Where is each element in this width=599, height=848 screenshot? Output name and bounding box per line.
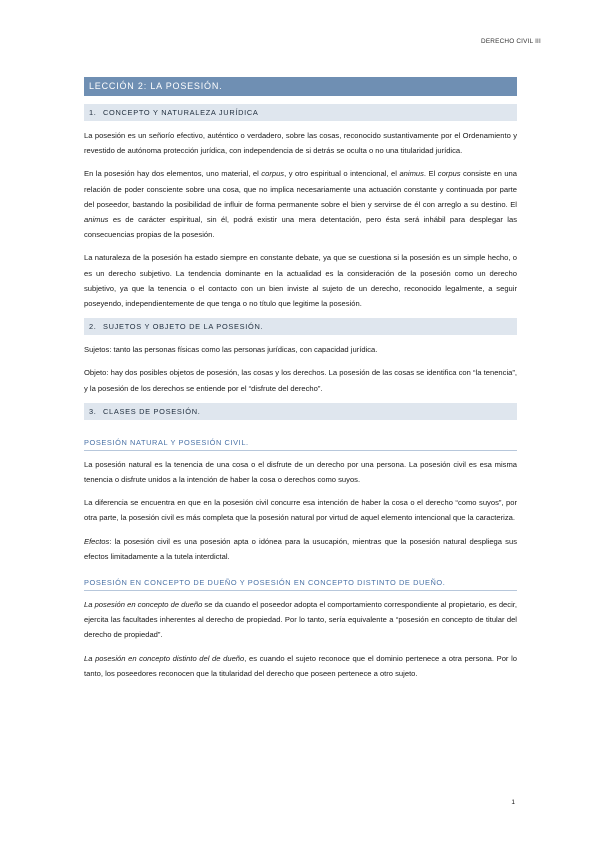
lead-effects: Efectos (84, 536, 110, 546)
paragraph-difference: La diferencia se encuentra en que en la posesión civil concurre esa intención de haber la cosa o el derecho “como suyos”, por otra parte, la posesión civil es más completa que la posesión natural por virtud de aquel elemento intencional que la caracteriza. (84, 498, 517, 523)
section-title: SUJETOS Y OBJETO DE LA POSESIÓN. (103, 322, 264, 332)
text-span: es de carácter espiritual, sin él, podrá existir una mera detentación, pero ésta será inhábil para desplegar las consecuencias propias de la posesión. (84, 215, 517, 240)
text-span: . El (423, 169, 438, 179)
text-span: se da cuando el poseedor adopta el comportamiento correspondiente al propietario, es decir, ejercita las facultades inherentes al derecho de propiedad. Por lo tanto, sería equivalente a “posesión en concepto de titular del derecho de propiedad”. (84, 600, 517, 640)
section-number: 3. (89, 406, 97, 416)
text-span: consiste en una relación de poder consciente sobre una cosa, que no implica necesariamente una actuación constante y continuada por parte del poseedor, bastando la posibilidad de influir de forma permanente sobre el bien y servirse de él con arreglo a su destino. El (84, 169, 517, 209)
section-number: 2. (89, 322, 97, 332)
lead-non-owner: La posesión en concepto distinto del de dueño (84, 653, 245, 663)
lesson-title: LECCIÓN 2: LA POSESIÓN. (84, 77, 517, 96)
paragraph-natural-civil: La posesión natural es la tenencia de una cosa o el disfrute de un derecho por una persona. La posesión civil es esa misma tenencia o disfrute unidos a la intención de haber la cosa o derechos como suyos. (84, 459, 517, 485)
text-span: En la posesión hay dos elementos, uno material, el (84, 169, 262, 179)
term-corpus: corpus (261, 169, 285, 179)
page-content (84, 77, 517, 681)
paragraph-definition: La posesión es un señorío efectivo, auténtico o verdadero, sobre las cosas, reconocido sustantivamente por el Ordenamiento y revestido de autónoma protección jurídica, con independencia de si detrás se oculta o no una titularidad jurídica. (84, 131, 517, 156)
section-title: CONCEPTO Y NATURALEZA JURÍDICA (103, 108, 259, 117)
lead-owner: La posesión en concepto de dueño (84, 600, 203, 610)
term-animus: animus (84, 215, 109, 225)
paragraph-non-owner (84, 651, 517, 681)
paragraph-elements (84, 166, 517, 242)
section-heading-3 (84, 403, 517, 420)
text-span: , y otro espiritual o intencional, el (284, 169, 400, 179)
term-corpus: corpus (437, 169, 461, 179)
page-number: 1 (511, 799, 515, 806)
section-heading-2 (84, 318, 517, 335)
text-span: : la posesión civil es una posesión apta o idónea para la usucapión, mientras que la posesión natural despliega sus efectos limitadamente a la tutela interdictal. (84, 536, 517, 561)
paragraph-object: Objeto: hay dos posibles objetos de posesión, las cosas y los derechos. La posesión de las cosas se identifica con “la tenencia”, y la posesión de los derechos se entiende por el “disfrute del derecho”. (84, 368, 517, 393)
section-number: 1. (89, 108, 97, 117)
paragraph-subjects: Sujetos: tanto las personas físicas como las personas jurídicas, con capacidad jurídica. (84, 345, 378, 355)
paragraph-nature: La naturaleza de la posesión ha estado siempre en constante debate, ya que se cuestiona si la posesión es un simple hecho, o es un derecho subjetivo. La tendencia dominante en la actualidad es la consideración de la posesión como un derecho subjetivo, ya que la tenencia o el contacto con un bien inviste al sujeto de un derecho, reconocido legalmente, a seguir poseyendo, independientemente de que tenga o no título que legitime la posesión. (84, 253, 517, 309)
paragraph-owner (84, 597, 517, 643)
subheading-natural-civil: POSESIÓN NATURAL Y POSESIÓN CIVIL. (84, 438, 517, 451)
section-title: CLASES DE POSESIÓN. (103, 406, 201, 416)
paragraph-effects (84, 534, 517, 564)
section-heading-1 (84, 104, 517, 121)
running-header: DERECHO CIVIL III (481, 38, 541, 45)
text-span: , es cuando el sujeto reconoce que el dominio pertenece a otra persona. Por lo tanto, los poseedores reconocen que la titularidad del derecho que poseen pertenece a otro sujeto. (84, 653, 517, 678)
subheading-owner-concept: POSESIÓN EN CONCEPTO DE DUEÑO Y POSESIÓN EN CONCEPTO DISTINTO DE DUEÑO. (84, 578, 517, 591)
term-animus: animus (399, 169, 424, 179)
